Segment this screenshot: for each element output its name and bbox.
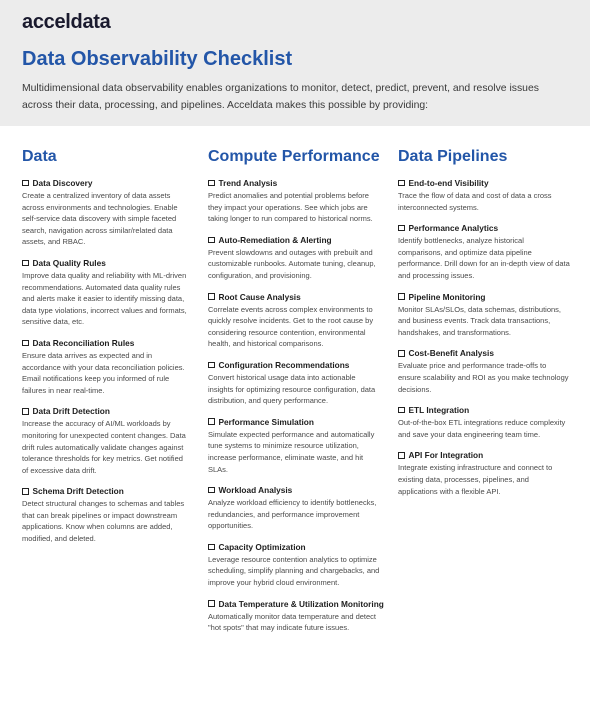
checklist-item	[398, 223, 570, 281]
checkbox-icon	[398, 350, 405, 357]
item-title: Data Temperature & Utilization Monitoring	[218, 598, 384, 609]
item-title: API For Integration	[408, 450, 484, 461]
item-title: Workload Analysis	[218, 485, 293, 496]
item-title: Data Drift Detection	[32, 406, 110, 417]
item-description: Automatically monitor data temperature and detect "hot spots" that may indicate future issues.	[208, 611, 377, 633]
item-title: Trend Analysis	[218, 178, 278, 188]
item-description: Increase the accuracy of AI/ML workloads by monitoring for unexpected content changes. Data drift rules automatically validate changes against tolerance thresholds for key metrics. Get notified of excessive data drift.	[22, 419, 186, 475]
item-description: Ensure data arrives as expected and in accordance with your data reconciliation policies. Email notifications keep you informed of rule failures in near real-time.	[22, 350, 185, 395]
checklist-item	[208, 360, 380, 407]
item-title: Data Discovery	[32, 178, 93, 188]
item-description: Improve data quality and reliability with ML-driven recommendations. Automated data quality rules and alerts make it easier to identify missing data, data type violations, incorrect values and formats, sensitive data, etc.	[22, 270, 187, 327]
item-title: Performance Analytics	[408, 223, 499, 234]
column-heading: Data	[22, 148, 57, 165]
item-description: Identify bottlenecks, analyze historical comparisons, and optimize data pipeline performance. Drill down for an in-depth view of data and processing issues.	[398, 236, 570, 280]
item-title: Auto-Remediation & Alerting	[218, 234, 332, 245]
checklist-item	[22, 486, 187, 544]
item-title: Schema Drift Detection	[32, 486, 124, 497]
checkbox-icon	[208, 600, 215, 607]
checklist-item	[208, 417, 380, 475]
checklist-item	[208, 542, 380, 589]
item-description: Monitor SLAs/SLOs, data schemas, distributions, and business events. Track data transactions, handshakes, and transformations.	[398, 304, 561, 337]
checkbox-icon	[22, 488, 29, 495]
checklist-item	[208, 598, 384, 634]
checkbox-icon	[208, 418, 215, 425]
item-title: ETL Integration	[408, 405, 470, 416]
item-description: Convert historical usage data into actionable insights for optimizing resource configuration, data distribution, and query performance.	[208, 372, 376, 406]
checklist-item	[398, 405, 570, 440]
item-title: Capacity Optimization	[218, 541, 306, 552]
checkbox-icon	[398, 180, 405, 187]
item-title: Pipeline Monitoring	[408, 291, 486, 302]
checkbox-icon	[22, 180, 29, 187]
item-description: Integrate existing infrastructure and connect to existing data, processes, pipelines, and applications with a flexible API.	[398, 463, 553, 496]
checklist-item	[398, 178, 570, 213]
checkbox-icon	[398, 225, 405, 232]
checkbox-icon	[22, 260, 29, 267]
column-compute-performance	[208, 148, 384, 644]
checklist-item	[22, 338, 187, 396]
checkbox-icon	[208, 362, 215, 369]
item-description: Create a centralized inventory of data assets across environments and technologies. Enable self-service data discovery with simple faceted search, navigation across similar/related data assets, and RBAC.	[22, 191, 178, 247]
item-title: Performance Simulation	[218, 416, 314, 427]
checkbox-icon	[208, 180, 215, 187]
checkbox-icon	[22, 408, 29, 415]
checklist-item	[22, 406, 187, 476]
item-description: Analyze workload efficiency to identify bottlenecks, redundancies, and performance improvement opportunities.	[208, 498, 377, 531]
checkbox-icon	[398, 407, 405, 414]
checkbox-icon	[22, 340, 29, 347]
item-description: Correlate events across complex environments to quickly resolve incidents. Get to the root cause by considering resource contention, environmental health, and historical comparisons.	[208, 304, 374, 349]
item-description: Out-of-the-box ETL integrations reduce complexity and save your data engineering team time.	[398, 418, 566, 439]
item-title: Data Quality Rules	[32, 257, 106, 268]
item-description: Evaluate price and performance trade-offs to ensure scalability and ROI as you make technology decisions.	[398, 361, 569, 394]
checklist-item	[398, 348, 570, 395]
item-title: Cost-Benefit Analysis	[408, 348, 494, 359]
item-description: Predict anomalies and potential problems before they impact your operations. See which jobs are taking longer to run compared to historical norms.	[208, 191, 373, 224]
checklist-item	[208, 485, 380, 532]
checkbox-icon	[398, 293, 405, 300]
checklist-item	[22, 258, 187, 328]
header-band	[0, 0, 590, 126]
column-data-pipelines	[398, 148, 570, 507]
column-heading: Compute Performance	[208, 148, 380, 165]
intro-paragraph: Multidimensional data observability enables organizations to monitor, detect, predict, prevent, and resolve issues across their data, processing, and pipelines. Acceldata makes this possible by providing:	[22, 83, 539, 111]
page-title: Data Observability Checklist	[22, 48, 293, 70]
item-description: Trace the flow of data and cost of data a cross interconnected systems.	[398, 191, 552, 212]
acceldata-logo: acceldata	[22, 11, 111, 33]
item-title: End-to-end Visibility	[408, 178, 489, 188]
checklist-item	[208, 178, 380, 225]
checkbox-icon	[208, 487, 215, 494]
item-description: Leverage resource contention analytics to optimize scheduling, simplify planning and chargebacks, and improve your hybrid cloud environment.	[208, 554, 380, 588]
checklist-item	[208, 292, 380, 350]
column-data	[22, 148, 187, 555]
checklist-item	[22, 178, 187, 248]
item-title: Data Reconciliation Rules	[32, 337, 135, 348]
checkbox-icon	[208, 237, 215, 244]
item-description: Detect structural changes to schemas and tables that can break pipelines or impact downstream applications. Know when columns are added, modified, and deleted.	[22, 499, 185, 544]
item-title: Root Cause Analysis	[218, 291, 301, 302]
item-description: Prevent slowdowns and outages with prebuilt and customizable runbooks. Automate tuning, cleanup, configuration, and provisioning.	[208, 247, 376, 280]
checkbox-icon	[208, 544, 215, 551]
checklist-item	[398, 292, 570, 339]
item-description: Simulate expected performance and automatically tune systems to minimize resource utilization, increase performance, eliminate waste, and hit SLAs.	[208, 429, 375, 474]
checkbox-icon	[208, 293, 215, 300]
checklist-item	[208, 235, 380, 282]
checklist-item	[398, 450, 570, 497]
column-heading: Data Pipelines	[398, 148, 508, 165]
checkbox-icon	[398, 452, 405, 459]
item-title: Configuration Recommendations	[218, 359, 350, 370]
